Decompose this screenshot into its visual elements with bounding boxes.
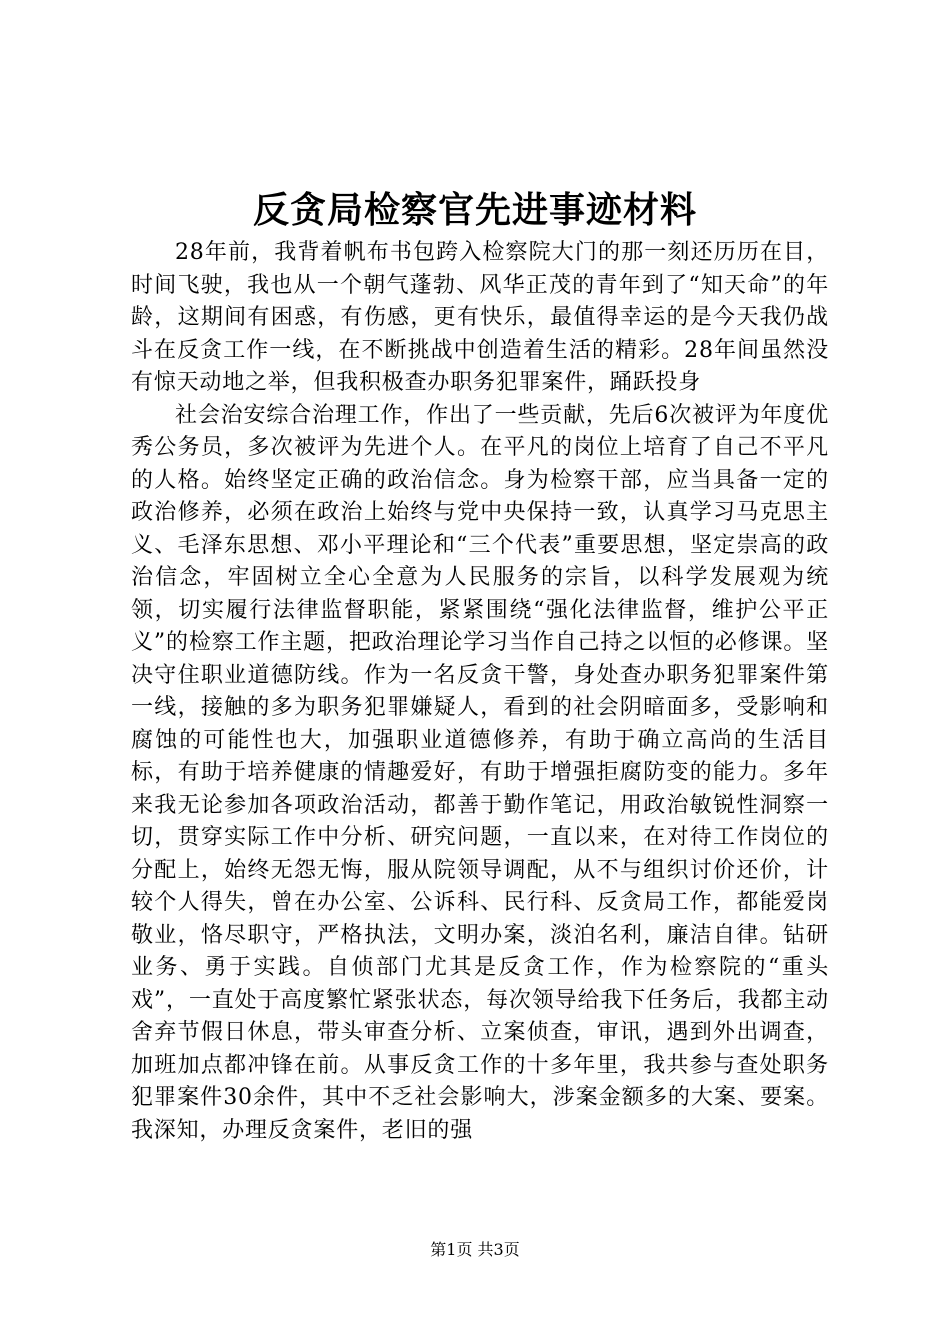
document-body [131, 237, 829, 1147]
paragraph: 社会治安综合治理工作，作出了一些贡献，先后6次被评为年度优秀公务员，多次被评为先进个人。在平凡的岗位上培育了自己不平凡的人格。始终坚定正确的政治信念。身为检察干部，应当具备一定的政治修养，必须在政治上始终与党中央保持一致，认真学习马克思主义、毛泽东思想、邓小平理论和“三个代表”重要思想，坚定崇高的政治信念，牢固树立全心全意为人民服务的宗旨，以科学发展观为统领，切实履行法律监督职能，紧紧围绕“强化法律监督，维护公平正义”的检察工作主题，把政治理论学习当作自己持之以恒的必修课。坚决守住职业道德防线。作为一名反贪干警，身处查办职务犯罪案件第一线，接触的多为职务犯罪嫌疑人，看到的社会阴暗面多，受影响和腐蚀的可能性也大，加强职业道德修养，有助于确立高尚的生活目标，有助于培养健康的情趣爱好，有助于增强拒腐防变的能力。多年来我无论参加各项政治活动，都善于勤作笔记，用政治敏锐性洞察一切，贯穿实际工作中分析、研究问题，一直以来，在对待工作岗位的分配上，始终无怨无悔，服从院领导调配，从不与组织讨价还价，计较个人得失，曾在办公室、公诉科、民行科、反贪局工作，都能爱岗敬业，恪尽职守，严格执法，文明办案，淡泊名利，廉洁自律。钻研业务、勇于实践。自侦部门尤其是反贪工作，作为检察院的“重头戏”，一直处于高度繁忙紧张状态，每次领导给我下任务后，我都主动舍弃节假日休息，带头审查分析、立案侦查，审讯，遇到外出调查，加班加点都冲锋在前。从事反贪工作的十多年里，我共参与查处职务犯罪案件30余件，其中不乏社会影响大，涉案金额多的大案、要案。我深知，办理反贪案件，老旧的强 [131, 402, 829, 1143]
page-footer [0, 1238, 950, 1262]
paragraph: 28年前，我背着帆布书包跨入检察院大门的那一刻还历历在目，时间飞驶，我也从一个朝气蓬勃、风华正茂的青年到了“知天命”的年龄，这期间有困惑，有伤感，更有快乐，最值得幸运的是今天我仍战斗在反贪工作一线，在不断挑战中创造着生活的精彩。28年间虽然没有惊天动地之举，但我积极查办职务犯罪案件，踊跃投身 [131, 240, 829, 395]
document-title: 反贪局检察官先进事迹材料 [252, 189, 697, 231]
page-number-indicator: 第1页 共3页 [430, 1240, 520, 1259]
